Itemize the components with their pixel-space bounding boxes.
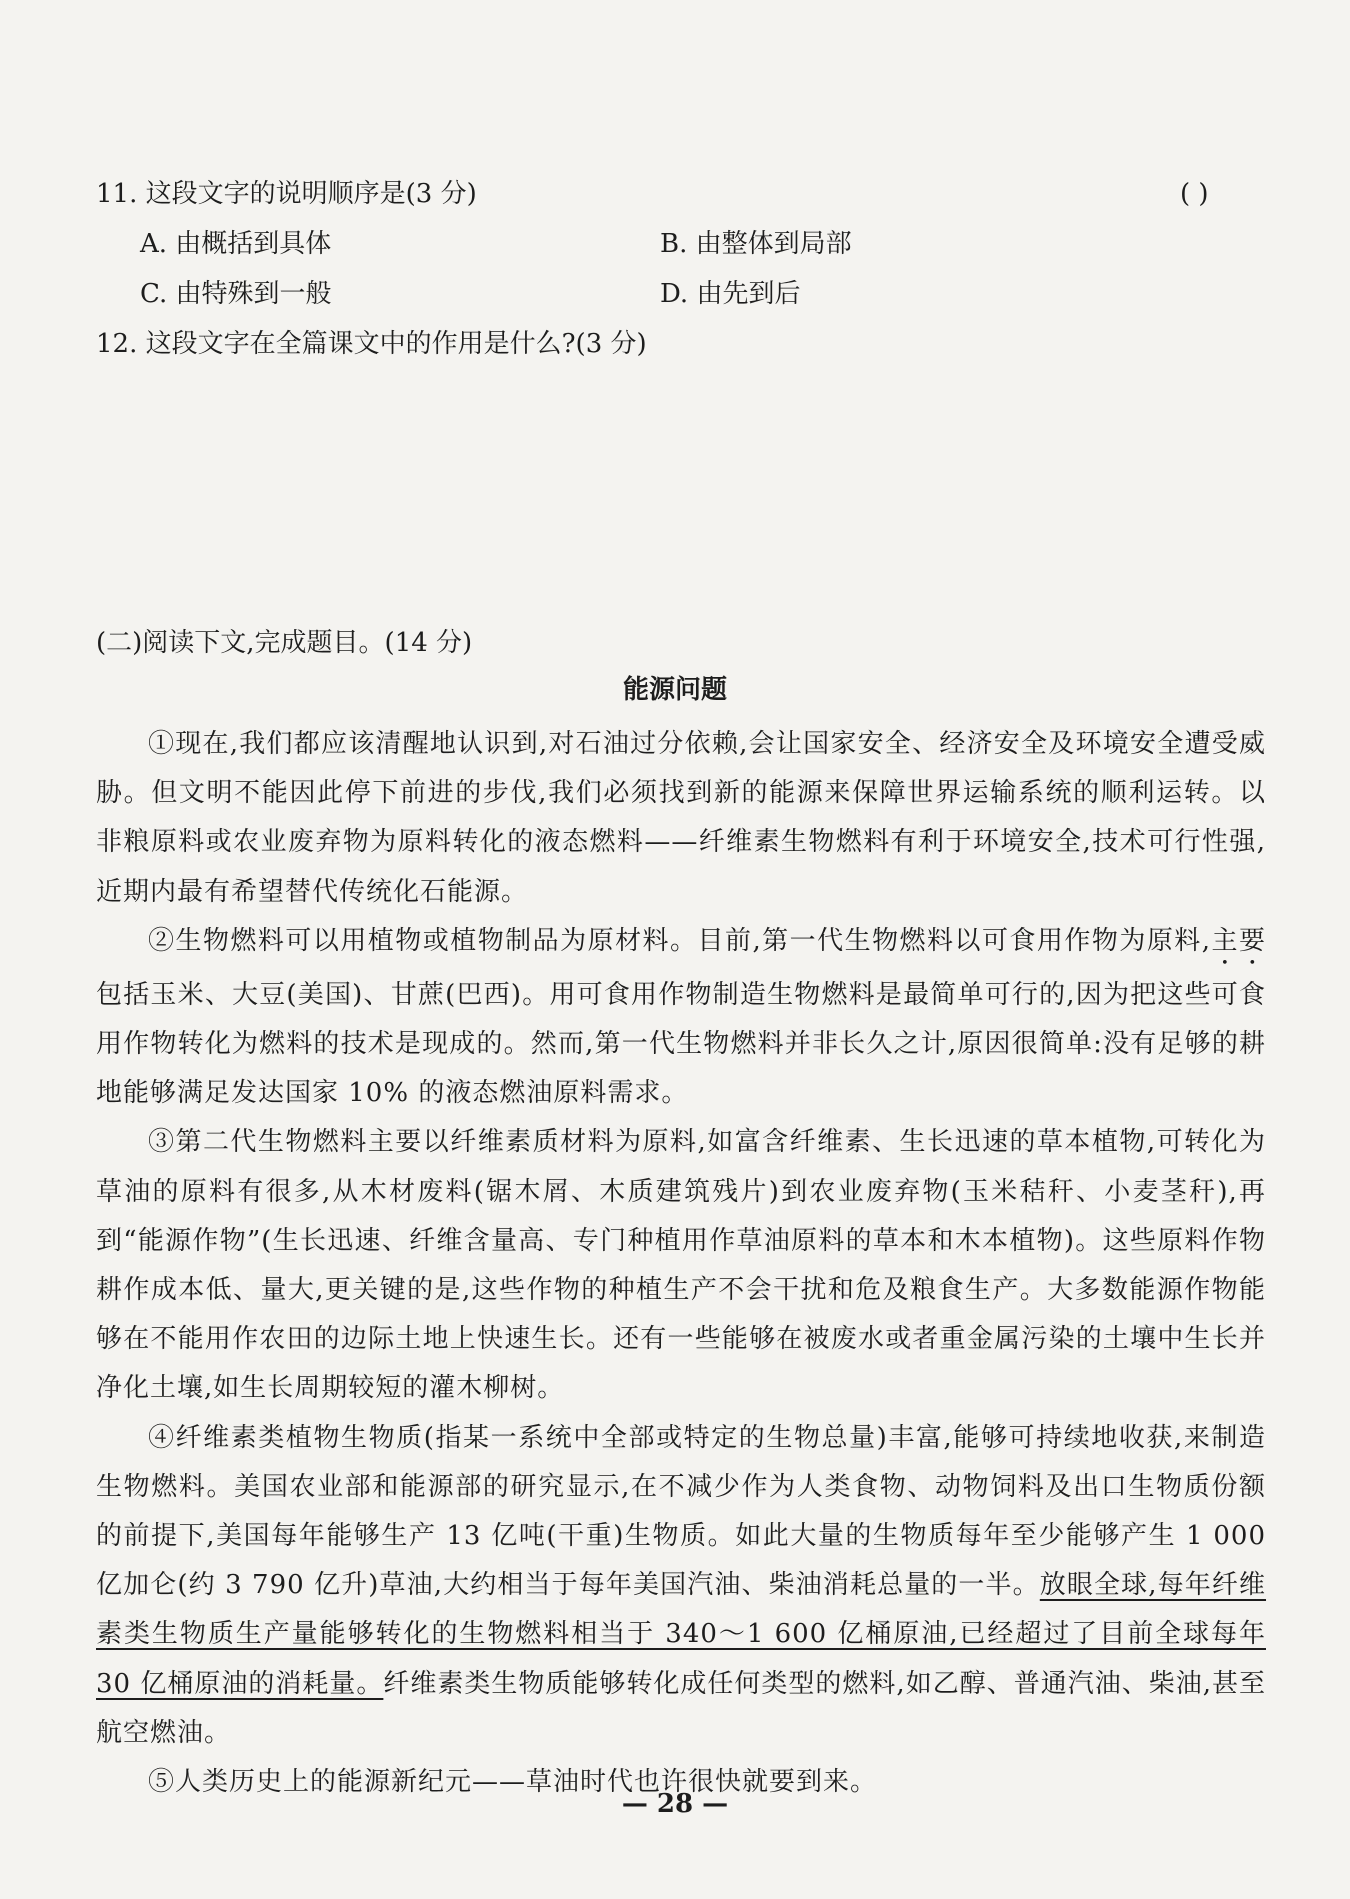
option-d: D. 由先到后 [660,279,801,309]
question-12: 12. 这段文字在全篇课文中的作用是什么?(3 分) [96,329,647,359]
paragraph-5: ⑤人类历史上的能源新纪元——草油时代也许很快就要到来。 [148,1767,878,1798]
paragraph-4-rest: 纤维素类生物质能够转化成任何类型的燃料,如乙醇、普通汽油、柴油,甚至航空燃油。 [96,1668,1266,1748]
question-11: 11. 这段文字的说明顺序是(3 分) [96,179,477,209]
option-a: A. 由概括到具体 [140,229,332,259]
paragraph-2 [96,917,1266,1119]
emphasis-dots: 主要 [1211,925,1266,956]
option-b: B. 由整体到局部 [660,229,852,259]
article-title: 能源问题 [622,675,727,705]
article-body [96,720,1266,1807]
paragraph-2-start: ②生物燃料可以用植物或植物制品为原材料。目前,第一代生物燃料以可食用作物为原料, [148,925,1212,956]
option-c: C. 由特殊到一般 [140,279,332,309]
paragraph-2-rest: 包括玉米、大豆(美国)、甘蔗(巴西)。用可食用作物制造生物燃料是最简单可行的,因为把这些可食用作物转化为燃料的技术是现成的。然而,第一代生物燃料并非长久之计,原因很简单:没有足够的耕地能够满足发达国家 10% 的液态燃油原料需求。 [96,979,1266,1109]
page-number: — 28 — [621,1789,729,1819]
paragraph-4-start: ④纤维素类植物生物质(指某一系统中全部或特定的生物总量)丰富,能够可持续地收获,来制造生物燃料。美国农业部和能源部的研究显示,在不减少作为人类食物、动物饲料及出口生物质份额的前提下,美国每年能够生产 13 亿吨(干重)生物质。如此大量的生物质每年至少能够产生 1 000 亿加仑(约 3 790 亿升)草油,大约相当于每年美国汽油、柴油消耗总量的一半。 [96,1422,1266,1601]
paragraph-3: ③第二代生物燃料主要以纤维素质材料为原料,如富含纤维素、生长迅速的草本植物,可转化为草油的原料有很多,从木材废料(锯木屑、木质建筑残片)到农业废弃物(玉米秸秆、小麦茎秆),再到“能源作物”(生长迅速、纤维含量高、专门种植用作草油原料的草本和木本植物)。这些原料作物耕作成本低、量大,更关键的是,这些作物的种植生产不会干扰和危及粮食生产。大多数能源作物能够在不能用作农田的边际土地上快速生长。还有一些能够在被废水或者重金属污染的土壤中生长并净化土壤,如生长周期较短的灌木柳树。 [96,1127,1266,1404]
paragraph-1: ①现在,我们都应该清醒地认识到,对石油过分依赖,会让国家安全、经济安全及环境安全遭受威胁。但文明不能因此停下前进的步伐,我们必须找到新的能源来保障世界运输系统的顺利运转。以非粮原料或农业废弃物为原料转化的液态燃料——纤维素生物燃料有利于环境安全,技术可行性强,近期内最有希望替代传统化石能源。 [96,729,1266,907]
underlined-sentence: 放眼全球,每年纤维素类生物质生产量能够转化的生物燃料相当于 340～1 600 亿桶原油,已经超过了目前全球每年 30 亿桶原油的消耗量。 [96,1570,1267,1699]
section-heading: (二)阅读下文,完成题目。(14 分) [96,628,473,658]
paragraph-4 [96,1414,1266,1758]
answer-blank[interactable]: ( ) [1180,179,1209,209]
